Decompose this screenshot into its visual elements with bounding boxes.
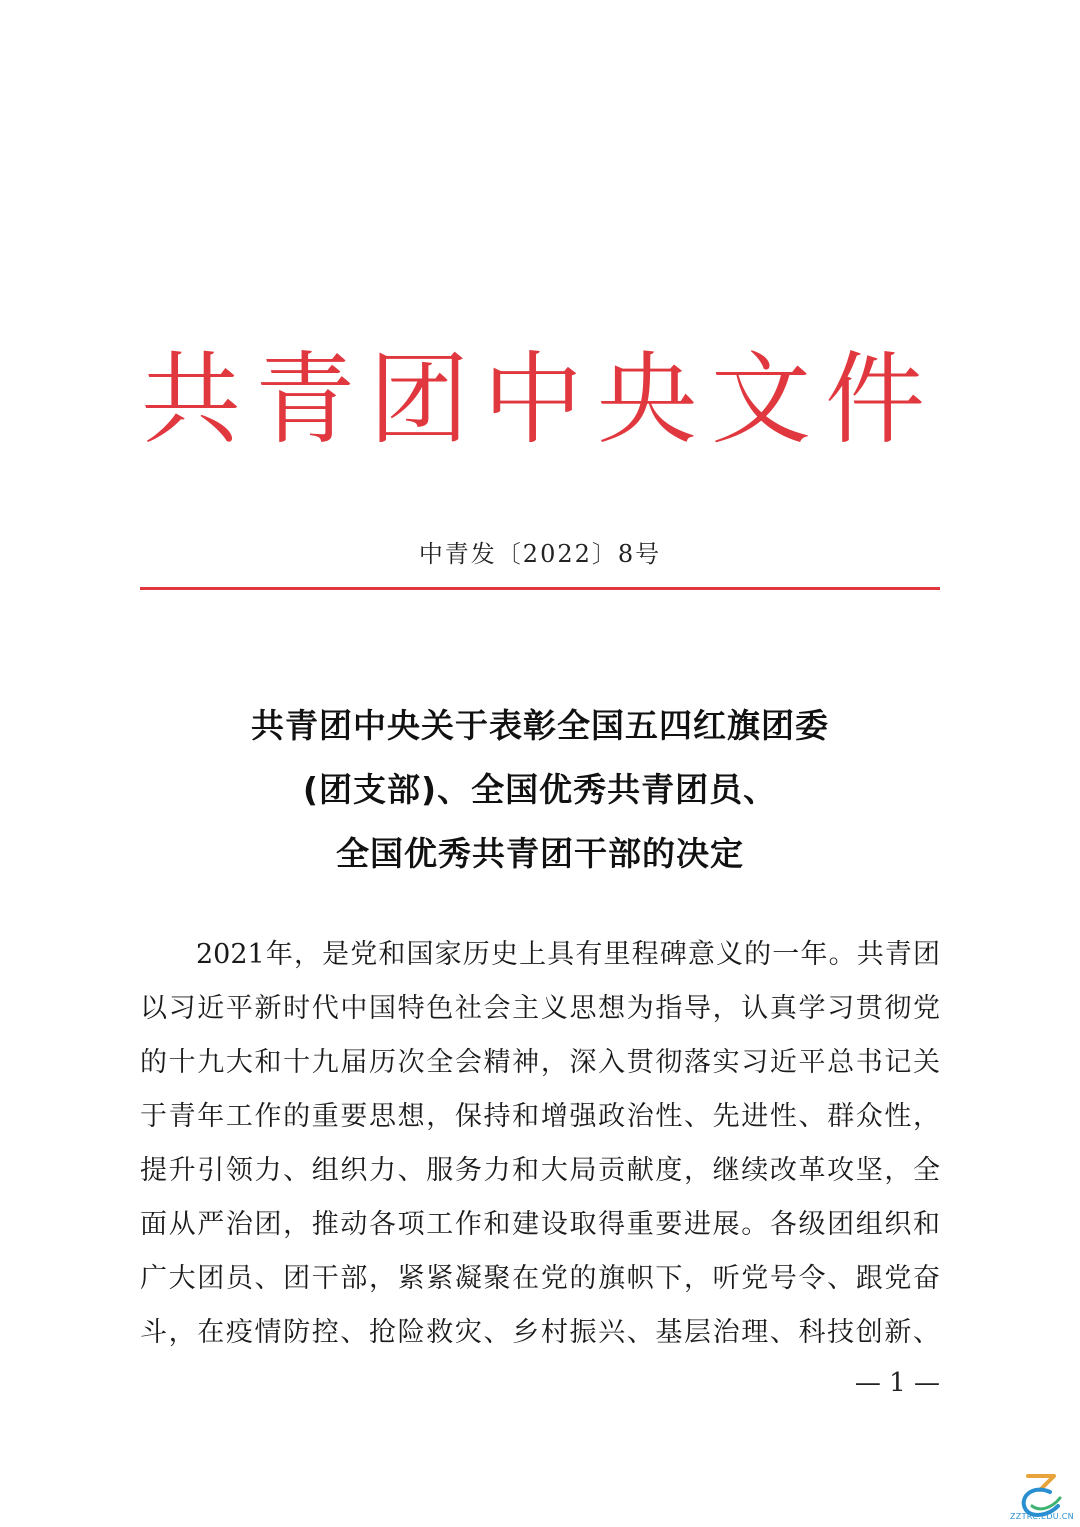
- body-line: 斗，在疫情防控、抢险救灾、乡村振兴、基层治理、科技创新、: [140, 1317, 940, 1348]
- body-line: 于青年工作的重要思想，保持和增强政治性、先进性、群众性，: [140, 1101, 940, 1132]
- body-line: 2021年，是党和国家历史上具有里程碑意义的一年。共青团: [196, 939, 940, 970]
- page-number: — 1 —: [854, 1368, 940, 1398]
- title-line-3: 全国优秀共青团干部的决定: [336, 834, 744, 873]
- body-line: 广大团员、团干部，紧紧凝聚在党的旗帜下，听党号令、跟党奋: [140, 1263, 940, 1294]
- body-line: 面从严治团，推动各项工作和建设取得重要进展。各级团组织和: [140, 1209, 940, 1240]
- document-masthead: 共青团中央文件: [141, 341, 939, 458]
- body-line: 提升引领力、组织力、服务力和大局贡献度，继续改革攻坚，全: [140, 1155, 940, 1186]
- red-separator-rule: [140, 587, 940, 590]
- title-line-1: 共青团中央关于表彰全国五四红旗团委: [251, 706, 829, 745]
- body-line: 以习近平新时代中国特色社会主义思想为指导，认真学习贯彻党: [140, 993, 940, 1024]
- document-number: 中青发〔2022〕8号: [418, 540, 662, 568]
- document-title: [140, 694, 940, 886]
- title-line-2: (团支部)、全国优秀共青团员、: [302, 770, 778, 809]
- body-line: 的十九大和十九届历次全会精神，深入贯彻落实习近平总书记关: [140, 1047, 940, 1078]
- document-body: [140, 928, 940, 1360]
- watermark-text: ZZTRC.EDU.CN: [1010, 1512, 1074, 1521]
